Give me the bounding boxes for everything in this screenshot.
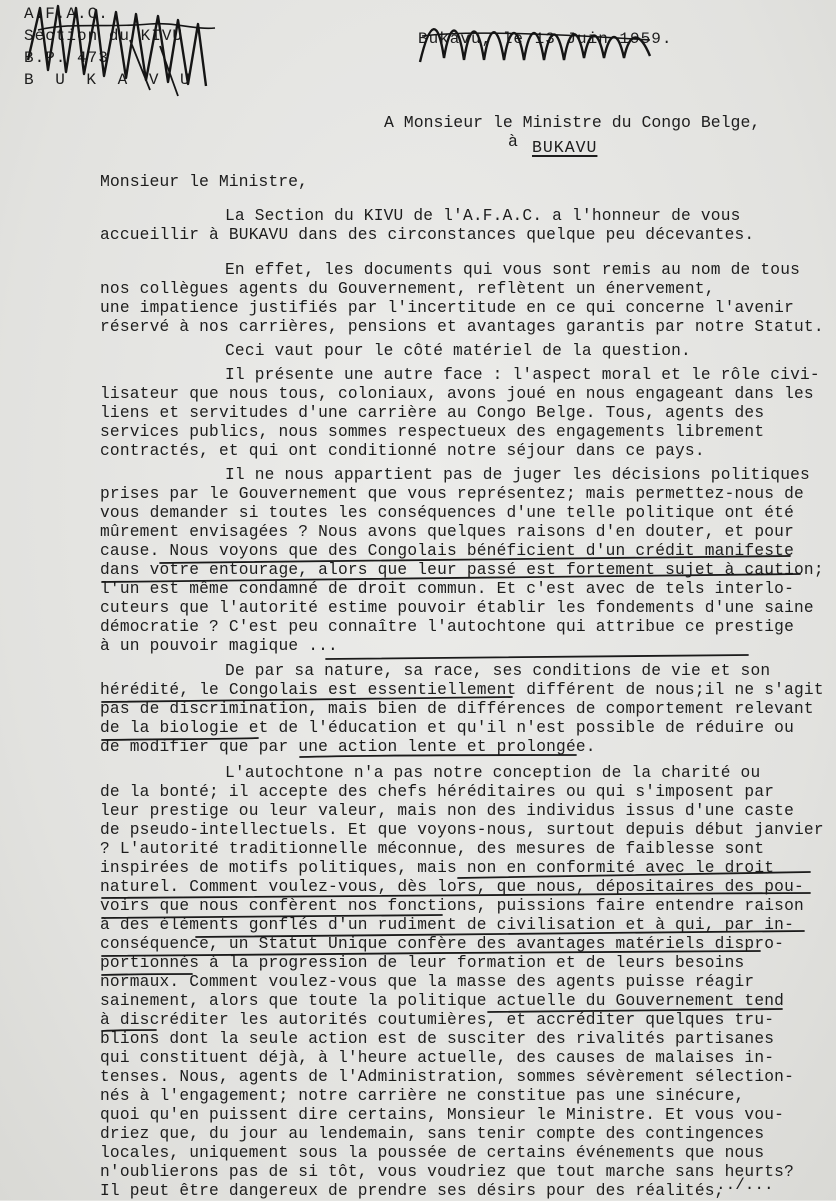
- body-line: cause. Nous voyons que des Congolais bénéficient d'un crédit manifeste: [100, 542, 794, 560]
- body-line: driez que, du jour au lendemain, sans tenir compte des contingences: [100, 1125, 765, 1143]
- body-line: de la bonté; il accepte des chefs héréditaires ou qui s'imposent par: [100, 783, 775, 801]
- body-line: hérédité, le Congolais est essentiellement différent de nous;il ne s'agit: [100, 681, 824, 699]
- body-line: de la biologie et de l'éducation et qu'il n'est possible de réduire ou: [100, 719, 794, 737]
- body-line: l'un est même condamné de droit commun. Et c'est avec de tels interlo-: [100, 580, 794, 598]
- body-line: une impatience justifiés par l'incertitude en ce qui concerne l'avenir: [100, 299, 794, 317]
- body-line: nés à l'engagement; notre carrière ne constitue pas une sinécure,: [100, 1087, 745, 1105]
- body-line: contractés, et qui ont conditionné notre séjour dans ce pays.: [100, 442, 705, 460]
- body-line: Il peut être dangereux de prendre ses désirs pour des réalités,: [100, 1182, 725, 1200]
- sender-line-3: B.P. 473: [24, 49, 109, 67]
- body-line: liens et servitudes d'une carrière au Congo Belge. Tous, agents des: [100, 404, 765, 422]
- recipient-city: BUKAVU: [532, 138, 598, 157]
- body-line: locales, uniquement sous la poussée de certains événements que nous: [100, 1144, 765, 1162]
- body-line: démocratie ? C'est peu connaître l'autochtone qui attribue ce prestige: [100, 618, 794, 636]
- body-line: voirs que nous confèrent nos fonctions, puissions faire entendre raison: [100, 897, 804, 915]
- body-line: de pseudo-intellectuels. Et que voyons-nous, surtout depuis début janvier: [100, 821, 824, 839]
- body-line: naturel. Comment voulez-vous, dès lors, que nous, dépositaires des pou-: [100, 878, 804, 896]
- body-line: Il présente une autre face : l'aspect moral et le rôle civi-: [225, 366, 820, 384]
- place-date: Bukavu, le 13 Juin 1959.: [418, 30, 673, 48]
- body-line: accueillir à BUKAVU dans des circonstances quelque peu décevantes.: [100, 226, 755, 244]
- body-line: L'autochtone n'a pas notre conception de la charité ou: [225, 764, 761, 782]
- body-line: conséquence, un Statut Unique confère des avantages matériels dispro-: [100, 935, 785, 953]
- body-line: dans votre entourage, alors que leur passé est fortement sujet à caution;: [100, 561, 824, 579]
- body-line: Il ne nous appartient pas de juger les décisions politiques: [225, 466, 810, 484]
- body-line: pas de discrimination, mais bien de différences de comportement relevant: [100, 700, 814, 718]
- body-line: sainement, alors que toute la politique actuelle du Gouvernement tend: [100, 992, 785, 1010]
- body-line: inspirées de motifs politiques, mais non en conformité avec le droit: [100, 859, 775, 877]
- sender-line-1: A.F.A.C.: [24, 5, 109, 23]
- body-line: nos collègues agents du Gouvernement, reflètent un énervement,: [100, 280, 715, 298]
- body-line: normaux. Comment voulez-vous que la masse des agents puisse réagir: [100, 973, 755, 991]
- body-line: n'oublierons pas de si tôt, vous voudriez que tout marche sans heurts?: [100, 1163, 794, 1181]
- body-line: cuteurs que l'autorité estime pouvoir établir les fondements d'une saine: [100, 599, 814, 617]
- body-line: portionnés à la progression de leur formation et de leurs besoins: [100, 954, 745, 972]
- body-line: services publics, nous sommes respectueux des engagements librement: [100, 423, 765, 441]
- body-line: lisateur que nous tous, coloniaux, avons joué en nous engageant dans les: [100, 385, 814, 403]
- body-line: qui constituent déjà, à l'heure actuelle, des causes de malaises in-: [100, 1049, 775, 1067]
- body-line: leur prestige ou leur valeur, mais non des individus issus d'une caste: [100, 802, 794, 820]
- body-line: réservé à nos carrières, pensions et avantages garantis par notre Statut.: [100, 318, 824, 336]
- body-line: quoi qu'en puissent dire certains, Monsieur le Ministre. Et vous vou-: [100, 1106, 785, 1124]
- recipient-line-1: A Monsieur le Ministre du Congo Belge,: [384, 113, 761, 132]
- continuation-marker: ../...: [716, 1176, 774, 1194]
- recipient-line-2: à: [508, 132, 518, 151]
- body-line: vous demander si toutes les conséquences d'une telle politique ont été: [100, 504, 794, 522]
- body-line: blions dont la seule action est de susciter des rivalités partisanes: [100, 1030, 775, 1048]
- body-line: De par sa nature, sa race, ses conditions de vie et son: [225, 662, 771, 680]
- body-line: mûrement envisagées ? Nous avons quelques raisons d'en douter, et pour: [100, 523, 794, 541]
- sender-line-4: B U K A V U: [24, 71, 196, 89]
- salutation: Monsieur le Ministre,: [100, 172, 308, 191]
- body-line: prises par le Gouvernement que vous représentez; mais permettez-nous de: [100, 485, 804, 503]
- body-line: à discréditer les autorités coutumières, et accréditer quelques tru-: [100, 1011, 775, 1029]
- body-line: tenses. Nous, agents de l'Administration, sommes sévèrement sélection-: [100, 1068, 794, 1086]
- body-line: à un pouvoir magique ...: [100, 637, 338, 655]
- body-line: En effet, les documents qui vous sont remis au nom de tous: [225, 261, 801, 279]
- body-line: Ceci vaut pour le côté matériel de la question.: [225, 342, 691, 360]
- body-line: ? L'autorité traditionnelle méconnue, des mesures de faiblesse sont: [100, 840, 765, 858]
- sender-line-2: Section du KIVU: [24, 27, 184, 45]
- body-line: de modifier que par une action lente et prolongée.: [100, 738, 596, 756]
- body-line: La Section du KIVU de l'A.F.A.C. a l'honneur de vous: [225, 207, 741, 225]
- body-line: à des éléments gonflés d'un rudiment de civilisation et à qui, par in-: [100, 916, 794, 934]
